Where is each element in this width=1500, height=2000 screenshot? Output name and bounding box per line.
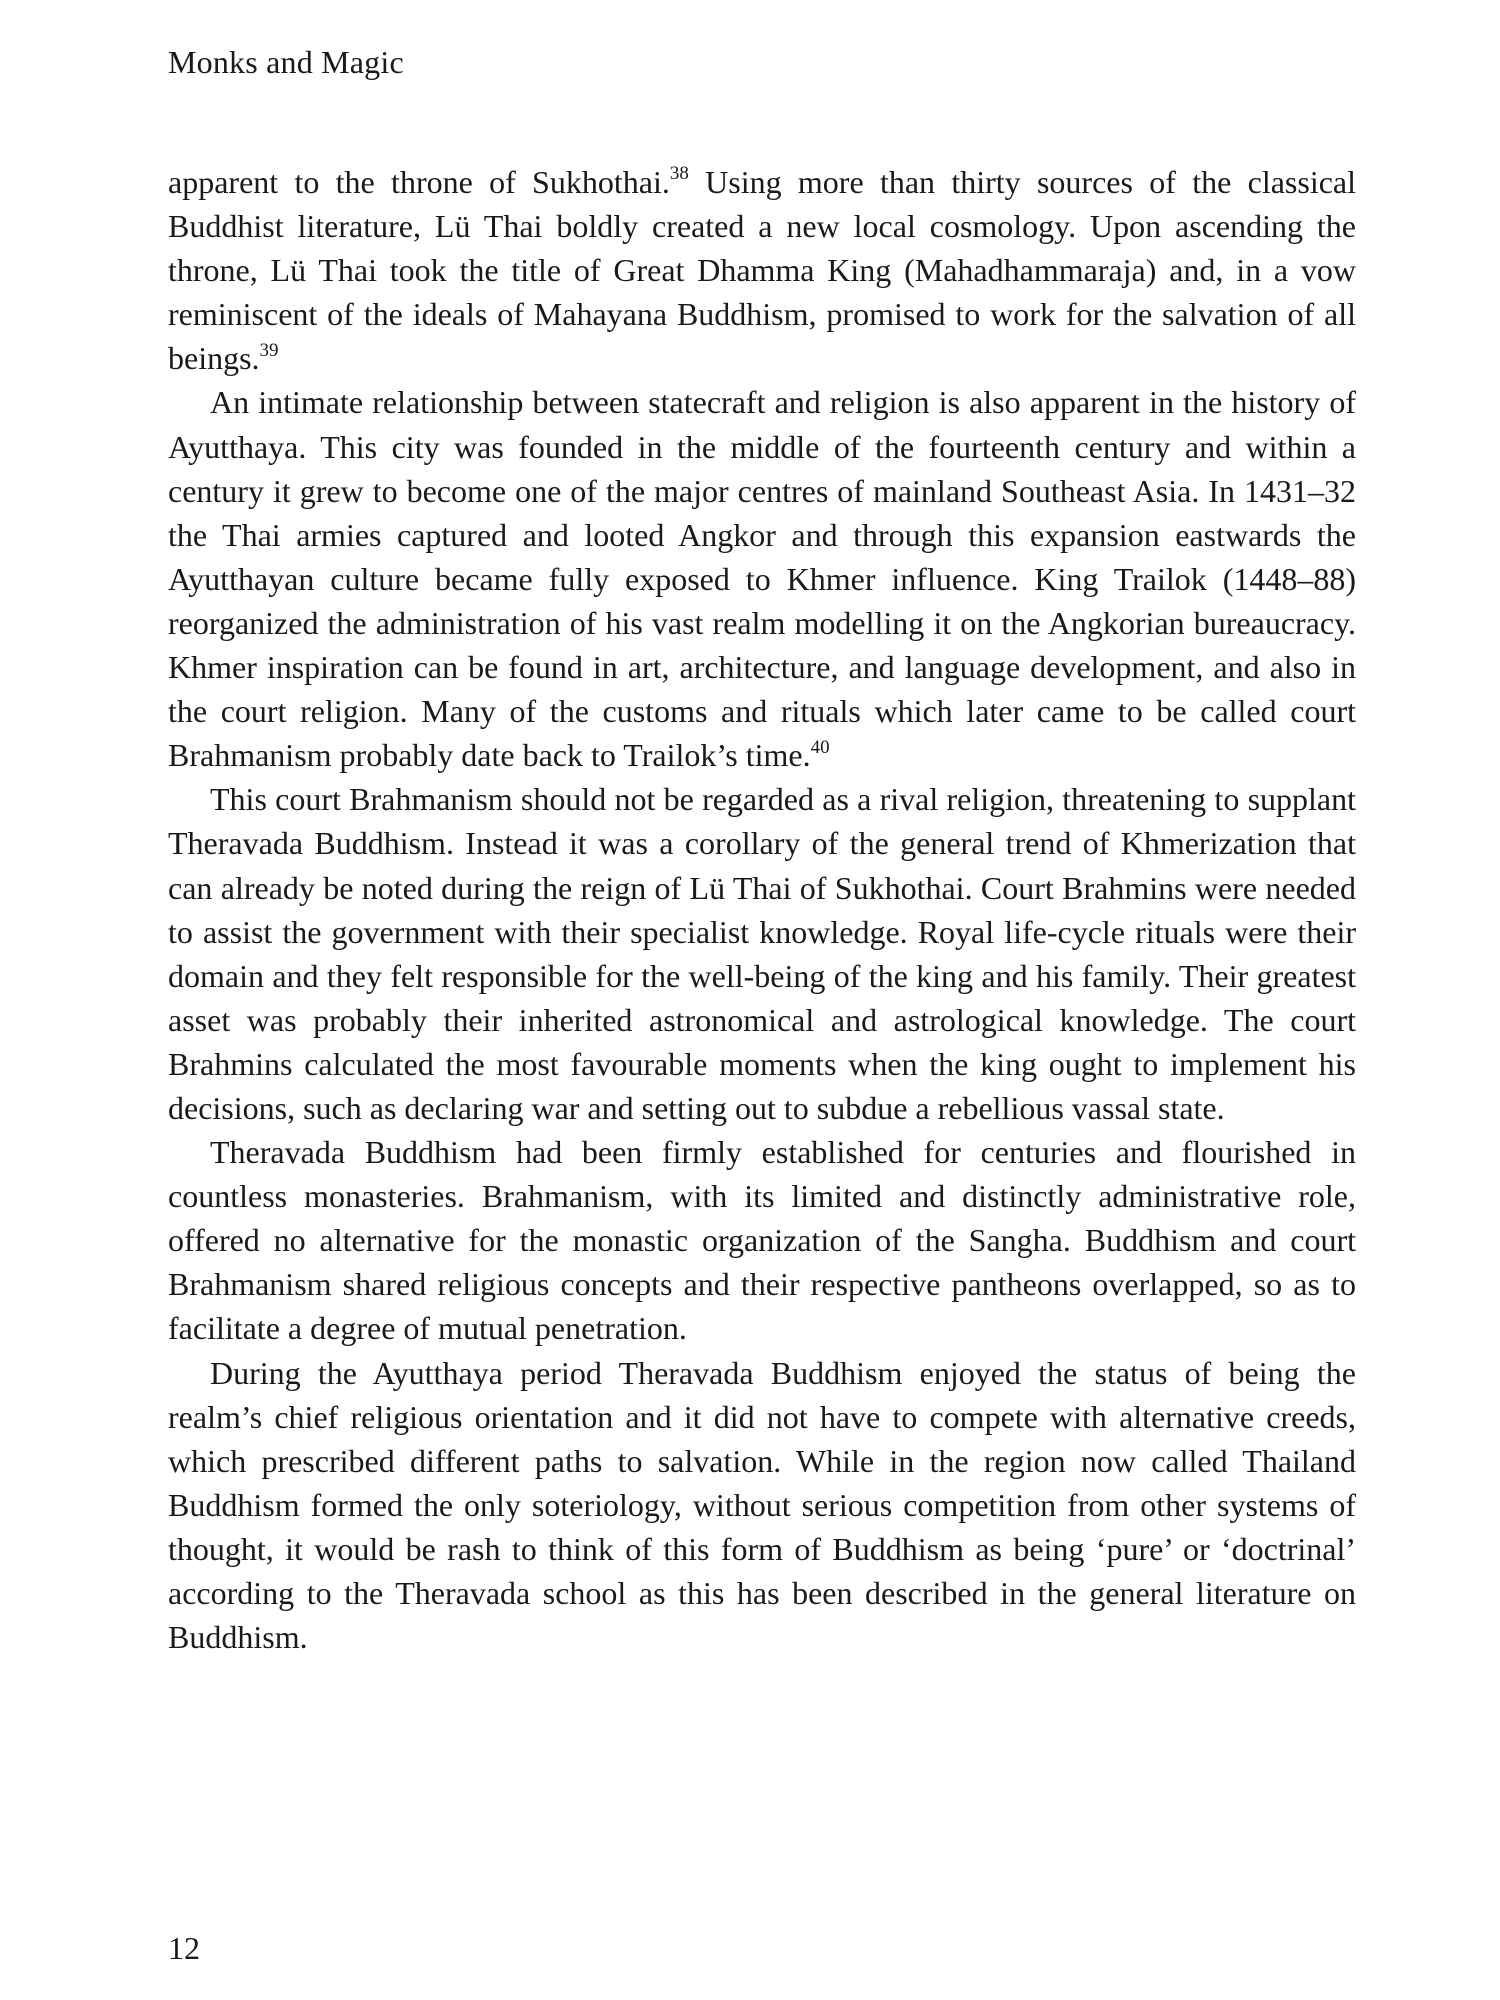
- paragraph-3: [168, 777, 1356, 1130]
- paragraph-text: This court Brahmanism should not be regarded as a rival religion, threatening to supplant Theravada Buddhism. Instead it was a corollary of the general trend of Khmerization that can already be noted during the reign of Lü Thai of Sukhothai. Court Brahmins were needed to assist the government with their specialist knowledge. Royal life-cycle rituals were their domain and they felt responsible for the well-being of the king and his family. Their greatest asset was probably their inherited astronomical and astrological knowledge. The court Brahmins calculated the most favourable moments when the king ought to implement his decisions, such as declaring war and setting out to subdue a rebellious vassal state.: [168, 781, 1356, 1126]
- paragraph-text: Using more than thirty sources of the classical Buddhist literature, Lü Thai boldly created a new local cosmology. Upon ascending the throne, Lü Thai took the title of Great Dhamma King (Mahadhammaraja) and, in a vow reminiscent of the ideals of Mahayana Buddhism, promised to work for the salvation of all beings.: [168, 164, 1357, 377]
- footnote-ref-39: 39: [259, 339, 279, 361]
- paragraph-text: apparent to the throne of Sukhothai.: [168, 164, 670, 200]
- paragraph-text: An intimate relationship between statecraft and religion is also apparent in the history of Ayutthaya. This city was founded in the middle of the fourteenth century and within a century it grew to become one of the major centres of mainland Southeast Asia. In 1431–32 the Thai armies captured and looted Angkor and through this expansion eastwards the Ayutthayan culture became fully exposed to Khmer influence. King Trailok (1448–88) reorganized the administration of his vast realm modelling it on the Angkorian bureaucracy. Khmer inspiration can be found in art, architecture, and language development, and also in the court religion. Many of the customs and rituals which later came to be called court Brahmanism probably date back to Trailok’s time.: [168, 384, 1356, 774]
- paragraph-text: During the Ayutthaya period Theravada Buddhism enjoyed the status of being the realm’s chief religious orientation and it did not have to compete with alternative creeds, which prescribed different paths to salvation. While in the region now called Thailand Buddhism formed the only soteriology, without serious competition from other systems of thought, it would be rash to think of this form of Buddhism as being ‘pure’ or ‘doctrinal’ according to the Theravada school as this has been described in the general literature on Buddhism.: [168, 1354, 1356, 1656]
- footnote-ref-38: 38: [669, 163, 689, 185]
- paragraph-1: [168, 160, 1356, 380]
- body-text: [168, 160, 1356, 1659]
- paragraph-5: [168, 1351, 1356, 1660]
- paragraph-2: [168, 380, 1356, 777]
- paragraph-4: [168, 1130, 1356, 1350]
- page-number: 12: [168, 1930, 200, 1966]
- footnote-ref-40: 40: [810, 736, 830, 758]
- running-head-title: Monks and Magic: [168, 44, 404, 80]
- paragraph-text: Theravada Buddhism had been firmly established for centuries and flourished in countless monasteries. Brahmanism, with its limited and distinctly administrative role, offered no alternative for the monastic organization of the Sangha. Buddhism and court Brahmanism shared religious concepts and their respective pantheons overlapped, so as to facilitate a degree of mutual penetration.: [168, 1134, 1356, 1347]
